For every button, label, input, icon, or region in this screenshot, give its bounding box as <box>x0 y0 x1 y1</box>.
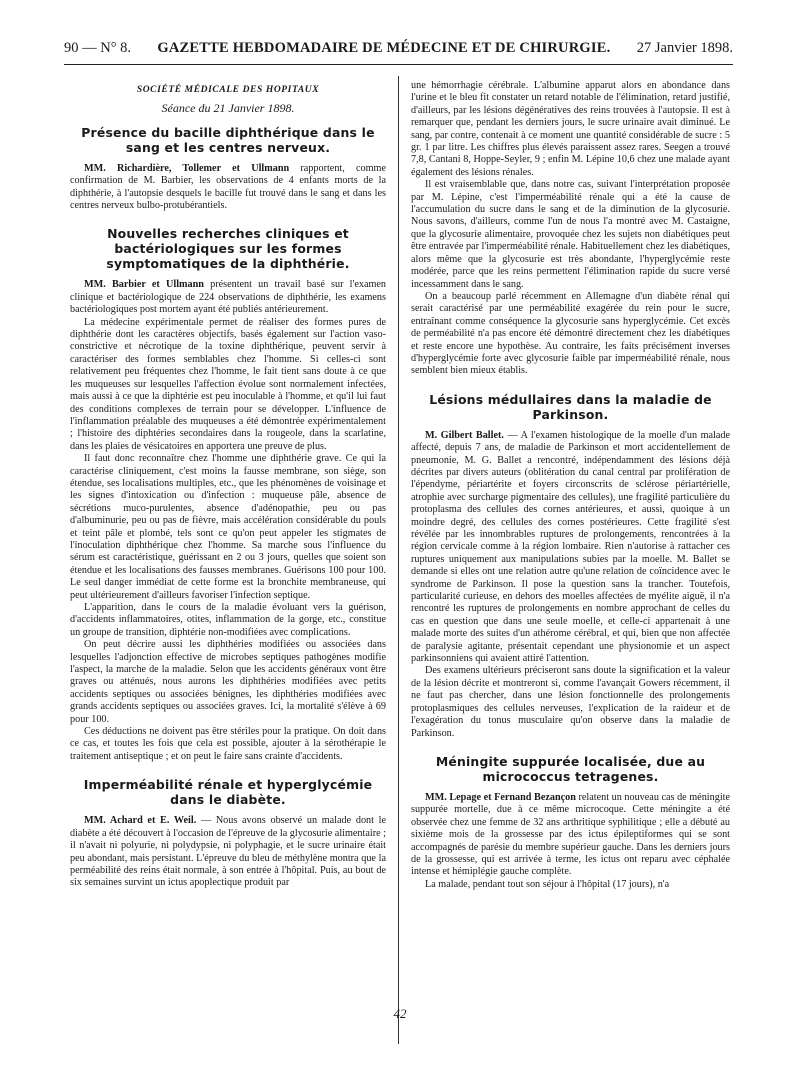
paragraph-text: relatent un nouveau cas de méningite suppurée mortelle, due à ce même microcoque. Cette méningite a été observée chez une femme de 32 ans arthritique syphilitique ; elle a débuté au sixième mois de la grossesse par des ictus épileptiformes qui se sont accompagnés de parésie du membre supérieur gauche. Dans les derniers jours de la grossesse, qui est arrivée à terme, les ictus ont reparu avec céphalée intense et hémiplégie gauche complète. <box>411 791 731 878</box>
article-title-meningite: Méningite suppurée localisée, due au micrococcus tetragenes. <box>435 753 706 784</box>
paragraph-text: présentent un travail basé sur l'examen clinique et bactériologique de 224 observations de diphthérie, les examens bactériologiques post mortem ayant été publiés antérieurement. <box>70 279 386 316</box>
paragraph: La malade, pendant tout son séjour à l'hôpital (17 jours), n'a <box>425 878 670 890</box>
paragraph <box>70 163 386 213</box>
running-header <box>64 40 733 65</box>
authors: MM. Achard et E. Weil. <box>84 815 197 827</box>
paragraph: Il est vraisemblable que, dans notre cas, suivant l'interprétation proposée par M. Lépine, c'est l'imperméabilité rénale qui a été la cause de l'accumulation du sucre dans le sang et de la diminution de la glycosurie. Nous savons, d'ailleurs, comme l'un de nous l'a montré avec M. Castaigne, que la glycosurie alimentaire, provoquée chez les sujets non diabétiques peut être entravée par l'imperméabilité rénale. Habituellement chez les diabétiques, alors même que la glycosurie est très abondante, l'hyperglycémie reste modérée, parce que les reins permettent l'élimination rapide du sucre versé incessamment dans le sang. <box>411 179 730 290</box>
paragraph-text: — A l'examen histologique de la moelle d'un malade affecté, depuis 7 ans, de maladie de Parkinson et mort accidentellement de pneumonie, M. G. Ballet a rencontré, indépendamment des lésions déjà décrites par divers auteurs (oblitération du canal central par prolifération de l'épendyme, périartérite et foyers circonscrits de sclérose périartérielle, atrophie avec surcharge pigmentaire des cellules), une fragilité particulière du protoplasma des cellules des cornes antérieures, et aussi, quoique à un moindre degré, des cellules des cornes postérieures. Cette fragilité s'est révélée par les innombrables ruptures de prolongements, rencontrées à la région cervicale comme à la région lombaire. Rien n'autorise à rattacher ces ruptures uniquement aux manipulations subies par la moelle. M. Ballet se demande si elles ont une relation autre qu'une relation de coïncidence avec le syndrome de Parkinson. Il pose la question sans la trancher. Toutefois, particularité curieuse, en dehors des moelles affectées de myélite aiguë, il n'a rencontré les ruptures de prolongements en nombre approchant de celles du cas en question que dans une seule moelle, et celle-ci appartenait à une malade morte des suites d'un athérome cérébral, et qui, bien que non affectée de paralysie agitante, présentait cependant une physionomie et un aspect parkinsonniens qui avaient attiré l'attention. <box>411 429 730 665</box>
session-date: Séance du 21 Janvier 1898. <box>161 101 295 116</box>
paragraph <box>70 815 386 889</box>
authors: MM. Richardière, Tollemer et Ullmann <box>84 162 290 174</box>
article-title-diphtherie: Nouvelles recherches cliniques et bactériologiques sur les formes symptomatiques de la diphthérie. <box>106 226 350 272</box>
paragraph <box>411 430 730 666</box>
authors: MM. Lepage et Fernand Bezançon <box>425 791 576 803</box>
paragraph: Ces déductions ne doivent pas être stériles pour la pratique. On doit dans ce cas, et toutes les fois que cela est possible, ajouter à la sérothérapie le traitement antiseptique ; et on peut le faire sans crainte d'accidents. <box>70 726 386 762</box>
paragraph: L'apparition, dans le cours de la maladie évoluant vers la guérison, d'accidents inflammatoires, otites, inflammation de la gorge, etc., constitue un groupe de transition, diphtérie non-modifiées avec complications. <box>70 602 386 638</box>
paragraph-text: — Nous avons observé un malade dont le diabète a été découvert à l'occasion de l'épreuve de la glycosurie alimentaire ; il n'avait ni polyurie, ni polydypsie, ni polyphagie, et le sucre urinaire était peu abondant, mais persistant. L'épreuve du bleu de méthylène montra que la perméabilité des reins était normale, à son entrée à l'hôpital. Puis, au bout de six semaines survint un ictus apoplectique produit par <box>70 815 387 889</box>
authors: MM. Barbier et Ullmann <box>84 279 204 291</box>
article-title-parkinson: Lésions médullaires dans la maladie de Parkinson. <box>429 391 712 422</box>
page-issue-number: 90 — N° 8. <box>64 40 132 56</box>
left-column <box>70 80 386 890</box>
paragraph <box>411 792 730 879</box>
issue-date: 27 Janvier 1898. <box>636 40 733 56</box>
paragraph: Des examens ultérieurs préciseront sans doute la signification et la valeur de la lésion décrite et montreront si, comme l'avançait Gowers récemment, il ne faut pas chercher, dans une lésion fonctionnelle des prolongements protoplasmiques des cellules nerveuses, l'explication de la raideur et de l'exagération du tonus musculaire qu'on observe dans la maladie de Parkinson. <box>411 665 730 739</box>
paragraph: une hémorrhagie cérébrale. L'albumine apparut alors en abondance dans l'urine et le bleu fit constater un retard notable de l'élimination, retard justifié, d'ailleurs, par les lésions dégénératives des reins trouvées à l'autopsie. Il est à remarquer que, pendant les derniers jours, le sucre urinaire avait diminué. Le sang, par contre, contenait à ce moment une quantité considérable de sucre : 5 gr. 1 par litre. Les chiffres plus élevés paraissent assez rares. Seegen a trouvé 7,8, Cantani 8, Hoppe-Seyler, 9 ; enfin M. Lépine 10,6 chez une malade ayant également des lésions rénales. <box>411 80 730 178</box>
page-number: 42 <box>393 1006 407 1021</box>
paragraph-text: rapportent, comme confirmation de M. Barbier, les observations de 4 enfants morts de la diphthérie, à l'autopsie desquels le bacille fut trouvé dans le sang et dans les centres nerveux bulbo-protubérantiels. <box>70 162 386 212</box>
article-title-bacille: Présence du bacille diphthérique dans le sang et les centres nerveux. <box>81 124 375 155</box>
paragraph: On peut décrire aussi les diphthéries modifiées ou associées dans lesquelles l'adjonction effective de microbes septiques pathogènes modifie l'aspect, la marche de la maladie. Selon que les accidents généraux vont être graves ou atténués, nous aurons les diphthéries modifiées avec petits accidents septiques ou associées bénignes, les diphthéries modifiées avec grands accidents septiques ou associées graves. Ici, la mortalité s'élève à 69 pour 100. <box>70 639 386 725</box>
paragraph: On a beaucoup parlé récemment en Allemagne d'un diabète rénal qui serait caractérisé par une perméabilité exagérée du rein pour le sucre, entraînant comme conséquence la glycosurie sans hyperglycémie. Cet excès de perméabilité n'a pas encore été démontré directement chez les diabétiques et reste encore une hypothèse. Au contraire, les faits précisément inverses d'hyperglycémie forte avec glycosurie faible par imperméabilité rénale, nous semblent bien mieux établis. <box>411 290 730 377</box>
paragraph <box>70 279 386 316</box>
right-column <box>411 80 730 891</box>
paragraph: Il faut donc reconnaître chez l'homme une diphthérie grave. Ce qui la caractérise cliniquement, c'est moins la fausse membrane, son siège, son étendue, ses localisations multiples, etc., que les phénomènes de voisinage et les signes d'intoxication ou d'infection : muqueuse pâle, absence de sécrétions muco-purulentes, absence d'adénopathie, peu ou pas d'albuminurie, peu ou pas de fièvre, mais accélération considérable du pouls et teint pâle et plombé, tels sont ce qu'on peut appeler les stigmates de l'inoculation diphthérique chez l'homme. Sa marche sous l'influence du sérum est caractéristique, guérissant en 2 ou 3 jours, quelles que soient son étendue et les localisations des fausses membranes. Guérisons 100 pour 100. Le seul danger immédiat de cette forme est la bronchite membraneuse, qui peut ultérieurement d'ailleurs favoriser l'infection septique. <box>70 453 386 601</box>
journal-title: GAZETTE HEBDOMADAIRE DE MÉDECINE ET DE CHIRURGIE. <box>157 40 611 56</box>
society-heading: SOCIÉTÉ MÉDICALE DES HOPITAUX <box>136 85 320 95</box>
column-divider <box>398 76 399 1044</box>
authors: M. Gilbert Ballet. <box>425 429 504 441</box>
article-title-impermeabilite: Imperméabilité rénale et hyperglycémie dans le diabète. <box>83 777 373 808</box>
paragraph: La médecine expérimentale permet de réaliser des formes pures de diphthérie dont les caractères objectifs, basés également sur l'action vaso-constrictive et nécrotique de la toxine diphthérique, peuvent servir à caractériser des formes semblables chez l'homme. Si celles-ci sont relativement peu fréquentes chez l'homme, le fait tient sans doute à ce que les muqueuses sur lesquelles l'affection évolue sont normalement infectées, mais aussi à ce que la diphtérie est peu inoculable à l'homme, et qu'il lui faut des conditions complexes de terrain pour se développer. L'influence de l'inflammation préalable des muqueuses a été démontrée expérimentalement ; l'histoire des diphtéries secondaires dans la rougeole, dans la scarlatine, dans les plaies de vésicatoires en apportera une preuve de plus. <box>70 316 386 452</box>
